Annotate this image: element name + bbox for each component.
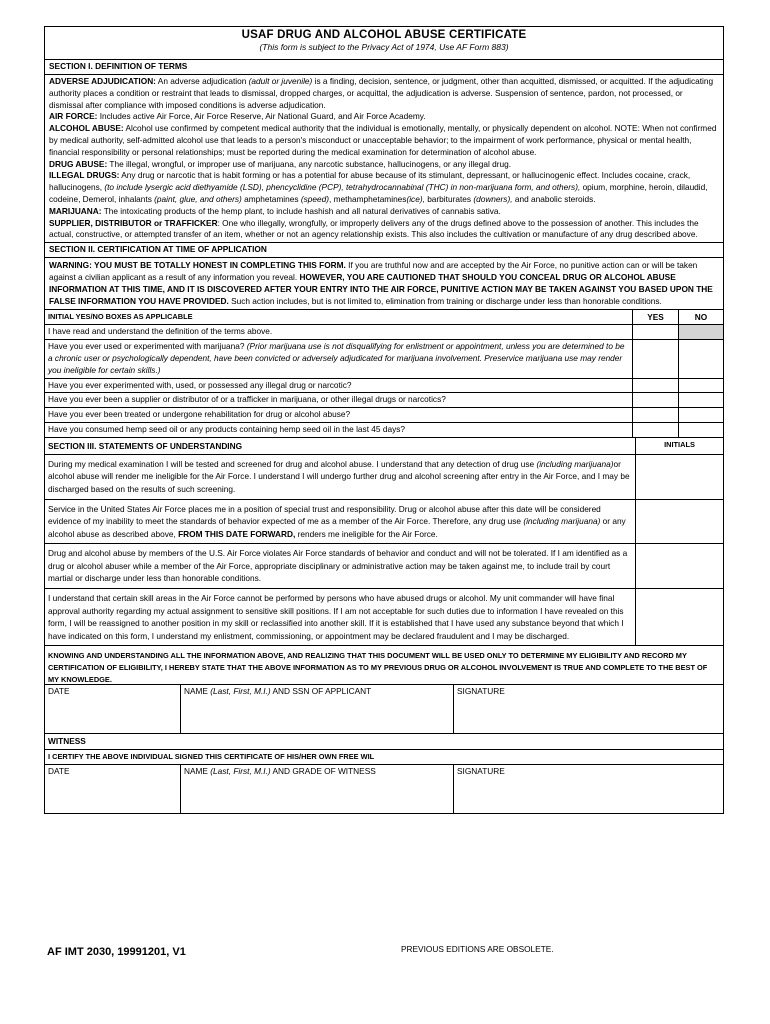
yes-no-table (45, 310, 723, 437)
question-read-definitions: I have read and understand the definition of the terms above. (45, 325, 632, 340)
initials-box[interactable] (635, 500, 723, 545)
definition-text: : One who illegally, wrongfully, or improperly delivers any of the drugs defined above to the possession of another. This includes the actual, constructive, or attempted transfer of an item, whether or not an agency relationship exists. This also includes the cultivation or manufacture of any drug described above. (49, 217, 699, 240)
field-label: AND SSN OF APPLICANT (270, 686, 372, 697)
applicant-date-field[interactable] (45, 685, 180, 733)
definition-italic: (adult or juvenile) (248, 76, 313, 86)
field-label-italic: (Last, First, M.I.) (210, 686, 271, 697)
statement-special-trust (45, 500, 635, 545)
obsolete-notice: PREVIOUS EDITIONS ARE OBSOLETE. (401, 944, 554, 954)
definition-air-force (49, 111, 719, 123)
field-label: DATE (48, 766, 70, 777)
section-2-heading: SECTION II. CERTIFICATION AT TIME OF APPLICATION (45, 243, 723, 258)
witness-date-field[interactable] (45, 765, 180, 813)
witness-certification: I CERTIFY THE ABOVE INDIVIDUAL SIGNED THIS CERTIFICATE OF HIS/HER OWN FREE WIL (45, 750, 723, 765)
statement-italic: (including marijuana) (536, 458, 614, 469)
field-label-italic: (Last, First, M.I.) (210, 766, 271, 777)
initials-box[interactable] (635, 455, 723, 500)
no-column-header: NO (678, 310, 723, 325)
form-subtitle: (This form is subject to the Privacy Act of 1974, Use AF Form 883) (259, 42, 509, 52)
statement-standards: Drug and alcohol abuse by members of the U.S. Air Force violates Air Force standards of behavior and conduct and will not be tolerated. If I am identified as a drug or alcohol abuser while a member of the Air Force, appropriate disciplinary or administrative action may be taken against me, to include trail by court martial or discharge under less than honorable conditions. (45, 544, 635, 589)
question-rehabilitation: Have you ever been treated or undergone rehabilitation for drug or alcohol abuse? (45, 408, 632, 423)
warning-block (45, 258, 723, 310)
definition-text: , methamphetamines (328, 193, 407, 204)
field-label: SIGNATURE (457, 686, 505, 697)
term-label: AIR FORCE: (49, 111, 98, 122)
acknowledgement-statement: KNOWING AND UNDERSTANDING ALL THE INFORMATION ABOVE, AND REALIZING THAT THIS DOCUMENT WILL BE USED ONLY TO DETERMINE MY ELIGIBILITY AND RECORD MY CERTIFICATION OF ELIGIBILITY, I HEREBY STATE THAT THE ABOVE INFORMATION AS TO MY PREVIOUS DRUG OR ALCOHOL INVOLVEMENT IS TRUE AND COMPLETE TO THE BEST OF MY KNOWLEDGE. (45, 646, 723, 685)
statement-text: renders me ineligible for the Air Force. (295, 528, 438, 539)
definition-italic: (speed) (300, 193, 329, 204)
form-title: USAF DRUG AND ALCOHOL ABUSE CERTIFICATE (241, 29, 527, 41)
section-1-heading: SECTION I. DEFINITION OF TERMS (45, 60, 723, 75)
yes-initial-box[interactable] (632, 393, 678, 408)
question-marijuana (45, 340, 632, 378)
no-initial-box-disabled (678, 325, 723, 340)
term-label: ADVERSE ADJUDICATION: (49, 76, 156, 86)
definition-text: The illegal, wrongful, or improper use of marijuana, any narcotic substance, hallucinogens, or any illegal drug. (107, 158, 512, 169)
form-identifier: AF IMT 2030, 19991201, V1 (47, 946, 186, 958)
definition-text: barbiturates (424, 193, 474, 204)
definition-text: amphetamines (241, 193, 301, 204)
no-initial-box[interactable] (678, 393, 723, 408)
witness-signature-row (45, 765, 723, 813)
table-heading: INITIAL YES/NO BOXES AS APPLICABLE (45, 310, 632, 325)
term-label: ALCOHOL ABUSE: (49, 123, 124, 134)
definition-text: Any drug or narcotic that is habit forming or has a potential for abuse because of its stimulant, depressant, or hallucinogenic effect. Includes cocaine, crack, hallucinogens, (49, 170, 691, 193)
question-hemp-seed-oil: Have you consumed hemp seed oil or any products containing hemp seed oil in the last 45 days? (45, 423, 632, 438)
no-initial-box[interactable] (678, 408, 723, 423)
definition-text: The intoxicating products of the hemp plant, to include hashish and all natural derivatives of cannabis sativa. (101, 205, 501, 216)
question-note: (Prior marijuana use is not disqualifying for enlistment or appointment, unless you are determined to be a chronic user or psychologically dependent, have been convicted or adversely adjudicated for marijuana involvement. Preservice marijuana use may render you ineligible for certain skills.) (48, 341, 625, 375)
term-label: MARIJUANA: (49, 205, 102, 216)
statement-italic: (including marijuana) (523, 516, 601, 527)
yes-initial-box[interactable] (632, 408, 678, 423)
definition-alcohol-abuse (49, 123, 719, 158)
definition-drug-abuse (49, 159, 719, 171)
witness-heading: WITNESS (45, 734, 723, 750)
definition-adverse-adjudication (49, 76, 719, 111)
statement-skill-areas: I understand that certain skill areas in the Air Force cannot be performed by persons who have abused drugs or alcohol. My unit commander will have final approval authority regarding my actual assignment to sensitive skill positions. If I am not acceptable for such duties due to information I have revealed on this form, I will be reassigned to another position in my skill or reclassified into another skill. If it is established that I have used any substance beyond that which I have indicated on this form, I understand my enlistment, commissioning, or appointment may be declared fraudulent and I may be discharged. (45, 589, 635, 646)
statement-text: During my medical examination I will be tested and screened for drug and alcohol abuse. I understand that any detection of drug use (48, 458, 537, 469)
statement-text: or any alcohol abuse as described above, (48, 516, 626, 539)
field-label: SIGNATURE (457, 766, 505, 777)
warning-text: If you are truthful now and are accepted by the Air Force, no punitive action can or will be taken against a civilian applicant as a result of any information you reveal. (49, 260, 698, 282)
definitions-block (45, 75, 723, 243)
field-label: NAME (184, 766, 211, 777)
question-supplier: Have you ever been a supplier or distributor of or a trafficker in marijuana, or other illegal drugs or narcotics? (45, 393, 632, 408)
definition-text: opium, morphine, heroin, dilaudid, codeine, Demerol, inhalants (49, 182, 708, 204)
definition-italic: (to include lysergic acid diethyamide (LSD), phencyclidine (PCP), tetrahydrocannabinal (THC) in non-marijuana form, and others), (104, 182, 581, 193)
term-label: DRUG ABUSE: (49, 158, 108, 169)
statement-testing (45, 455, 635, 500)
form-header (45, 27, 723, 60)
field-label: DATE (48, 686, 70, 697)
no-initial-box[interactable] (678, 423, 723, 438)
definition-text: Alcohol use confirmed by competent medical authority that the individual is emotionally, mentally, or physically dependent on alcohol. NOTE: When not confirmed by medical authority, self-admitted alcohol use that leads to a person's misconduct or unacceptable behavior; to the impairment of work performance, physical or mental health, financial responsibility or personal relationships; must be reported during the medical examination for determination of alcohol abuse. (49, 123, 717, 157)
yes-initial-box[interactable] (632, 423, 678, 438)
statements-table (45, 438, 723, 647)
definition-text: An adverse adjudication (155, 76, 249, 86)
no-initial-box[interactable] (678, 340, 723, 378)
warning-bold: WARNING: YOU MUST BE TOTALLY HONEST IN COMPLETING THIS FORM. (49, 260, 346, 271)
definition-supplier (49, 218, 719, 242)
yes-initial-box[interactable] (632, 325, 678, 340)
statement-text: Service in the United States Air Force places me in a position of special trust and responsibility. Drug or alcohol abuse after this date will be considered evidence of my inability to meet the standards of behavior expected of me as a member of the Air Force. Therefore, any drug use (48, 503, 601, 527)
applicant-signature-row (45, 685, 723, 734)
witness-name-field[interactable] (180, 765, 453, 813)
statement-bold: FROM THIS DATE FORWARD, (178, 528, 296, 539)
applicant-signature-field[interactable] (453, 685, 723, 733)
term-label: SUPPLIER, DISTRIBUTOR or TRAFFICKER (49, 217, 218, 228)
initials-box[interactable] (635, 544, 723, 589)
certificate-form (44, 26, 724, 814)
definition-marijuana (49, 206, 719, 218)
definition-italic: (ice), (406, 193, 425, 204)
definition-italic: (downers), (473, 193, 513, 204)
question-illegal-drug: Have you ever experimented with, used, or possessed any illegal drug or narcotic? (45, 379, 632, 394)
term-label: ILLEGAL DRUGS: (49, 170, 120, 181)
yes-initial-box[interactable] (632, 340, 678, 378)
section-3-heading: SECTION III. STATEMENTS OF UNDERSTANDING (45, 438, 635, 455)
definition-text: Includes active Air Force, Air Force Reserve, Air National Guard, and Air Force Academy. (97, 111, 426, 122)
initials-column-header: INITIALS (635, 438, 723, 455)
field-label: AND GRADE OF WITNESS (270, 766, 376, 777)
definition-text: is a finding, decision, sentence, or judgment, other than acquitted, dismissed, or acquitted. If the adjudicating authority places a condition or restraint that leads to dismissal, dropped charges, or acquittal, the adjudication is adverse. Suspension of sentence, pardon, not processed, or dismissal after compliance with imposed conditions is adverse adjudication. (49, 76, 714, 110)
initials-box[interactable] (635, 589, 723, 646)
question-text: Have you ever used or experimented with marijuana? (48, 341, 247, 352)
definition-illegal-drugs (49, 170, 719, 205)
definition-text: and anabolic steroids. (512, 193, 596, 204)
applicant-name-field[interactable] (180, 685, 453, 733)
statement-text: or alcohol abuse will render me ineligible for the Air Force. I understand I will undergo further drug and alcohol screening after entry in the Air Force, and I may be discharged based on the results of such screening. (48, 458, 630, 494)
no-initial-box[interactable] (678, 379, 723, 394)
warning-text: Such action includes, but is not limited to, elimination from training or discharge under less than honorable conditions. (228, 295, 662, 306)
definition-italic: (paint, glue, and others) (154, 193, 242, 204)
yes-column-header: YES (632, 310, 678, 325)
warning-bold: HOWEVER, YOU ARE CAUTIONED THAT SHOULD YOU CONCEAL DRUG OR ALCOHOL ABUSE INFORMATION AT THIS TIME, AND IT IS DISCOVERED AFTER YOUR ENTRY INTO THE AIR FORCE, PUNITIVE ACTION MAY BE TAKEN AGAINST YOU BASED UPON THE FALSE INFORMATION YOU HAVE PROVIDED. (49, 271, 713, 306)
yes-initial-box[interactable] (632, 379, 678, 394)
witness-signature-field[interactable] (453, 765, 723, 813)
field-label: NAME (184, 686, 211, 697)
